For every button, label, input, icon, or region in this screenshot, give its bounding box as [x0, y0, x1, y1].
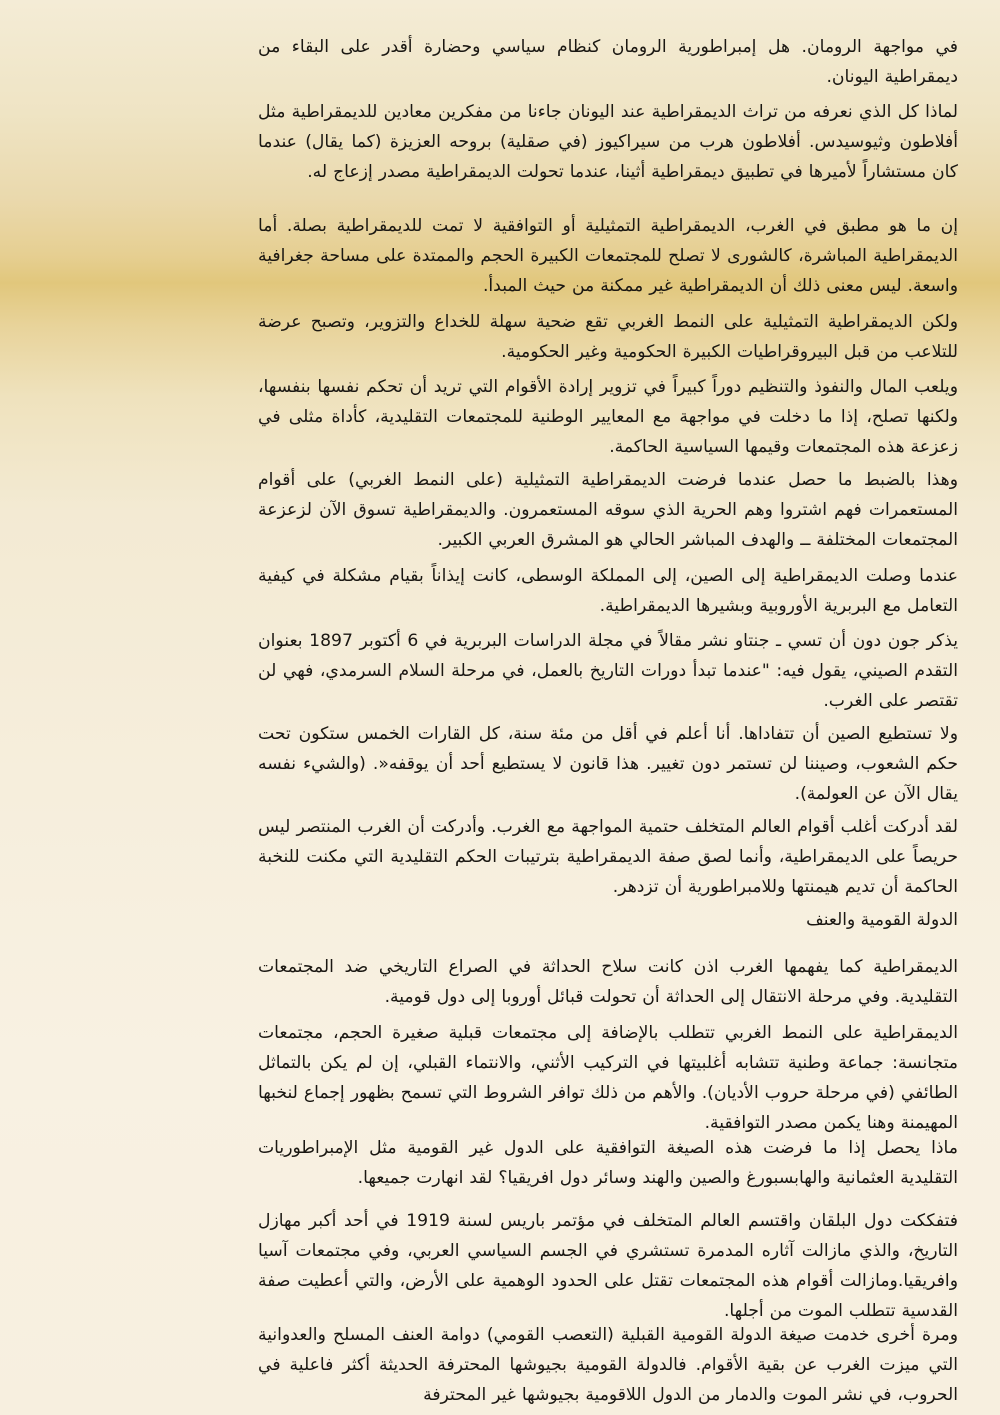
section-heading: الدولة القومية والعنف [806, 910, 958, 930]
paragraph-14: فتفككت دول البلقان واقتسم العالم المتخلف في مؤتمر باريس لسنة 1919 في أحد أكبر مهازل التاريخ، والذي مازالت آثاره المدمرة تستشري في الجسم السياسي العربي، وفي مجتمعات آسيا وافريقيا.ومازالت أقوام هذه المجتمعات تقتل على الحدود الوهمية على الأرض، والتي أعطيت صفة القدسية تتطلب الموت من أجلها. [258, 1211, 958, 1321]
paragraph-12: الديمقراطية على النمط الغربي تتطلب بالإضافة إلى مجتمعات قبلية صغيرة الحجم، مجتمعات متجانسة: جماعة وطنية تتشابه أغلبيتها في التركيب الأثني، والانتماء القبلي، إن لم يكن بالتماثل الطائفي (في مرحلة حروب الأديان). والأهم من ذلك توافر الشروط التي تسمح بظهور إجماع لنخبها المهيمنة وهنا يكمن مصدر التوافقية. [258, 1023, 958, 1133]
paragraph-13: ماذا يحصل إذا ما فرضت هذه الصيغة التوافقية على الدول غير القومية مثل الإمبراطوريات التقليدية العثمانية والهابسبورغ والصين والهند وسائر دول افريقيا؟ لقد انهارت جميعها. [258, 1138, 958, 1188]
paragraph-3: إن ما هو مطبق في الغرب، الديمقراطية التمثيلية أو التوافقية لا تمت للديمقراطية بصلة. أما الديمقراطية المباشرة، كالشورى لا تصلح للمجتمعات الكبيرة الحجم والممتدة على مساحة جغرافية واسعة. ليس معنى ذلك أن الديمقراطية غير ممكنة من حيث المبدأ. [258, 216, 958, 296]
paragraph-4: ولكن الديمقراطية التمثيلية على النمط الغربي تقع ضحية سهلة للخداع والتزوير، وتصبح عرضة للتلاعب من قبل البيروقراطيات الكبيرة الحكومية وغير الحكومية. [258, 312, 958, 362]
paragraph-1: في مواجهة الرومان. هل إمبراطورية الرومان كنظام سياسي وحضارة أقدر على البقاء من ديمقراطية اليونان. [258, 37, 958, 87]
paragraph-9: ولا تستطيع الصين أن تتفاداها. أنا أعلم في أقل من مئة سنة، كل القارات الخمس ستكون تحت حكم الشعوب، وصيننا لن تستمر دون تغيير. هذا قانون لا يستطيع أحد أن يوقفه«. (والشيء نفسه يقال الآن عن العولمة). [258, 724, 958, 804]
paragraph-8: يذكر جون دون أن تسي ـ جنتاو نشر مقالاً في مجلة الدراسات البربرية في 6 أكتوبر 1897 بعنوان التقدم الصيني، يقول فيه: "عندما تبدأ دورات التاريخ بالعمل، في مرحلة السلام السرمدي، فهي لن تقتصر على الغرب. [258, 631, 958, 711]
paragraph-7: عندما وصلت الديمقراطية إلى الصين، إلى المملكة الوسطى، كانت إيذاناً بقيام مشكلة في كيفية التعامل مع البربرية الأوروبية وبشيرها الديمقراطية. [258, 566, 958, 616]
paragraph-2: لماذا كل الذي نعرفه من تراث الديمقراطية عند اليونان جاءنا من مفكرين معادين للديمقراطية مثل أفلاطون وثيوسيدس. أفلاطون هرب من سيراكيوز (في صقلية) بروحه العزيزة (كما يقال) عندما كان مستشاراً لأميرها في تطبيق ديمقراطية أثينا، عندما تحولت الديمقراطية مصدر إزعاج له. [258, 102, 958, 182]
paragraph-11: الديمقراطية كما يفهمها الغرب اذن كانت سلاح الحداثة في الصراع التاريخي ضد المجتمعات التقليدية. وفي مرحلة الانتقال إلى الحداثة أن تحولت قبائل أوروبا إلى دول قومية. [258, 957, 958, 1007]
paragraph-15: ومرة أخرى خدمت صيغة الدولة القومية القبلية (التعصب القومي) دوامة العنف المسلح والعدوانية التي ميزت الغرب عن بقية الأقوام. فالدولة القومية بجيوشها المحترفة الحديثة أكثر فاعلية في الحروب، في نشر الموت والدمار من الدول اللاقومية بجيوشها غير المحترفة [258, 1325, 958, 1405]
paragraph-10: لقد أدركت أغلب أقوام العالم المتخلف حتمية المواجهة مع الغرب. وأدركت أن الغرب المنتصر ليس حريصاً على الديمقراطية، وأنما لصق صفة الديمقراطية بترتيبات الحكم التقليدية التي مكنت للنخبة الحاكمة أن تديم هيمنتها وللامبراطورية أن تزدهر. [258, 817, 958, 897]
paragraph-6: وهذا بالضبط ما حصل عندما فرضت الديمقراطية التمثيلية (على النمط الغربي) على أقوام المستعمرات فهم اشتروا وهم الحرية الذي سوقه المستعمرون. والديمقراطية تسوق الآن لزعزعة المجتمعات المختلفة ــ والهدف المباشر الحالي هو المشرق العربي الكبير. [258, 470, 958, 550]
paragraph-5: ويلعب المال والنفوذ والتنظيم دوراً كبيراً في تزوير إرادة الأقوام التي تريد أن تحكم نفسها بنفسها، ولكنها تصلح، إذا ما دخلت في مواجهة مع المعايير الوطنية للمجتمعات التقليدية، كأداة مثلى في زعزعة هذه المجتمعات وقيمها السياسية الحاكمة. [258, 377, 958, 457]
